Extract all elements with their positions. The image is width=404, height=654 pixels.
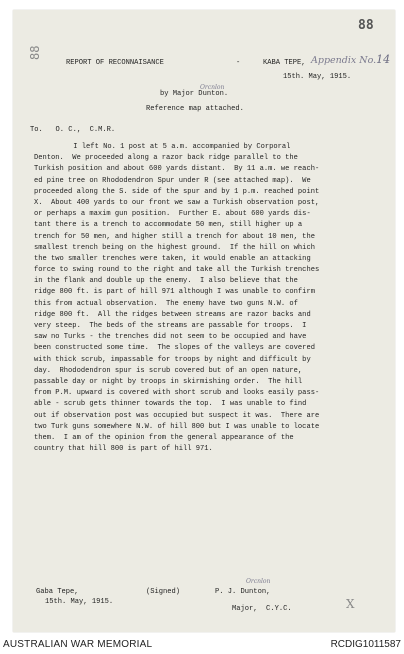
body-line: passable day or night by troops in skirmishing order. The hill — [34, 377, 303, 386]
body-line: two Turk guns somewhere N.W. of hill 800 but I was unable to locate — [34, 422, 320, 431]
by-line-annotation: Orcnlon — [200, 84, 225, 91]
body-line: this from actual observation. The enemy have two guns N.W. of — [34, 299, 298, 308]
signature-name-annotation: Orcnlon — [246, 578, 271, 585]
body-line: or perhaps a maxim gun position. Further E. about 600 yards dis- — [34, 210, 311, 219]
corner-mark: X — [346, 597, 355, 611]
body-line: Turkish position and about 600 yards distant. By 11 a.m. we reach- — [34, 165, 320, 174]
body-line: very steep. The beds of the streams are passable for troops. I — [34, 322, 307, 330]
body-line: Denton. We proceeded along a razor back ridge parallel to the — [34, 154, 298, 163]
body-line: proceeded along the S. side of the spur and by 1 p.m. reached point — [34, 187, 320, 196]
body-line: the two smaller trenches were taken, it would enable an attacking — [34, 254, 311, 263]
body-line: from P.M. upward is covered with short scrub and looks easily pass- — [34, 389, 320, 398]
signed-label: (Signed) — [146, 588, 181, 596]
footer-catalog-id: RCDIG1011587 — [330, 639, 401, 650]
body-line: tant there is a trench to accommodate 50 men, still higher up a — [34, 221, 303, 230]
body-line: country that hill 800 is part of hill 971. — [34, 445, 213, 454]
signature-name: P. J. Dunton, — [215, 588, 271, 596]
by-line: by Major Dunton. — [160, 90, 229, 98]
signature-rank: Major, C.Y.C. — [232, 605, 292, 613]
appendix-number: 14 — [376, 53, 391, 66]
footer-institution: AUSTRALIAN WAR MEMORIAL — [3, 639, 153, 650]
appendix-label: Appendix No. — [311, 55, 377, 66]
report-body — [34, 143, 382, 456]
body-line: ridge 800 ft. All the ridges between streams are razor backs and — [34, 310, 311, 319]
body-line: smallest trench being on the highest ground. If the hill on which — [34, 243, 315, 252]
report-title: REPORT OF RECONNAISANCE — [66, 59, 164, 67]
body-line: saw no Turks - the trenches did not seem to be occupied and have — [34, 333, 307, 342]
body-line: force to swing round to the right and take all the Turkish trenches — [34, 266, 320, 275]
report-date: 15th. May, 1915. — [283, 73, 352, 81]
body-line: ed pine tree on Rhododendron Spur under R (see attached map). We — [34, 176, 311, 185]
report-place: KABA TEPE, — [263, 59, 306, 67]
signature-place: Gaba Tepe, — [36, 588, 79, 596]
signature-date: 15th. May, 1915. — [45, 598, 114, 606]
body-line: trench for 50 men, and higher still a trench for about 10 men, the — [34, 232, 315, 241]
body-line: able - scrub gets thinner towards the top. I was unable to find — [34, 400, 307, 409]
folio-number-top: 88 — [358, 18, 374, 33]
body-line: them. I am of the opinion from the general appearance of the — [34, 433, 294, 442]
body-line: day. Rhododendron spur is scrub covered but of an open nature, — [34, 366, 303, 375]
body-line: out if observation post was occupied but suspect it was. There are — [34, 411, 320, 420]
footer — [0, 636, 404, 654]
body-line: I left No. 1 post at 5 a.m. accompanied by Corporal — [52, 143, 291, 151]
body-line: been constructed some time. The slopes of the valleys are covered — [34, 344, 315, 353]
appendix-annotation — [311, 53, 390, 66]
folio-number-side: 88 — [28, 45, 42, 60]
body-line: in the flank and double up the enemy. I also believe that the — [34, 277, 298, 286]
body-line: with thick scrub, impassable for troops by night and difficult by — [34, 355, 311, 364]
body-line: ridge 800 ft. is part of hill 971 although I was unable to confirm — [34, 288, 315, 297]
title-dash: - — [236, 59, 241, 67]
to-line: To. O. C., C.M.R. — [30, 126, 116, 134]
body-line: X. About 400 yards to our front we saw a Turkish observation post, — [34, 198, 320, 207]
reference-line: Reference map attached. — [146, 105, 244, 113]
